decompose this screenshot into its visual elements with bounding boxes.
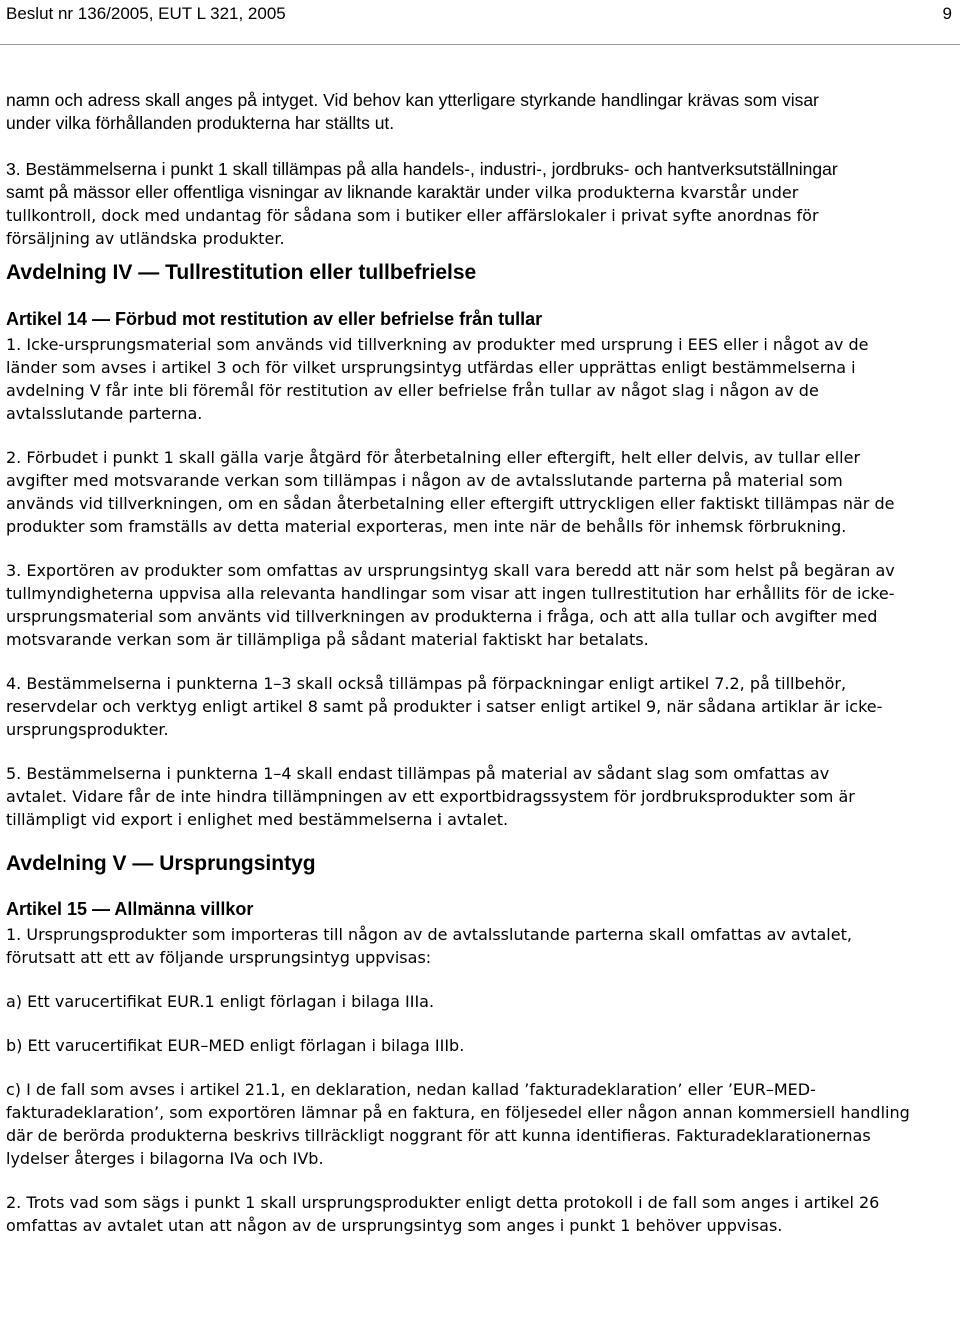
article-15-point-1: 1. Ursprungsprodukter som importeras till någon av de avtalsslutande parterna skall omfattas av avtalet, förutsatt att ett av följande ursprungsintyg uppvisas: xyxy=(6,925,852,967)
header-divider xyxy=(0,44,960,45)
paragraph-article13-point3-part1: 3. Bestämmelserna i punkt 1 skall tillämpas på alla handels-, industri-, jordbruks- och hantverksutställningar samt på mässor eller offentliga visningar av liknande karaktär under xyxy=(6,159,838,202)
section-4-heading: Avdelning IV — Tullrestitution eller tullbefrielse xyxy=(6,261,477,284)
page-header xyxy=(0,0,960,46)
paragraph-article13-point3-part2: vilka produkterna kvarstår under tullkontroll, dock med undantag för sådana som i butiker eller affärslokaler i privat syfte anordnas för försäljning av utländska produkter. xyxy=(6,183,819,248)
article-14-point-4: 4. Bestämmelserna i punkterna 1–3 skall också tillämpas på förpackningar enligt artikel 7.2, på tillbehör, reservdelar och verktyg enligt artikel 8 samt på produkter i satser enligt artikel 9, när sådana artiklar är icke-ursprungsprodukter. xyxy=(6,674,883,739)
article-15-point-c: c) I de fall som avses i artikel 21.1, en deklaration, nedan kallad ’fakturadeklaration’ eller ’EUR–MED-fakturadeklaration’, som exportören lämnar på en faktura, en följesedel eller någon annan kommersiell handling där de berörda produkterna beskrivs tillräckligt noggrant för att kunna identifieras. Fakturadeklarationernas lydelser återges i bilagorna IVa och IVb. xyxy=(6,1080,910,1168)
article-15-point-2: 2. Trots vad som sägs i punkt 1 skall ursprungsprodukter enligt detta protokoll i de fall som anges i artikel 26 omfattas av avtalet utan att någon av de ursprungsintyg som anges i punkt 1 behöver uppvisas. xyxy=(6,1193,880,1235)
header-title: Beslut nr 136/2005, EUT L 321, 2005 xyxy=(6,4,286,23)
article-14-point-1: 1. Icke-ursprungsmaterial som används vid tillverkning av produkter med ursprung i EES eller i något av de länder som avses i artikel 3 och för vilket ursprungsintyg utfärdas eller upprättas enligt bestämmelserna i avdelning V får inte bli föremål för restitution av eller befrielse från tullar av något slag i någon av de avtalsslutande parterna. xyxy=(6,335,869,423)
paragraph-article13-point3 xyxy=(6,158,861,250)
article-14-point-5: 5. Bestämmelserna i punkterna 1–4 skall endast tillämpas på material av sådant slag som omfattas av avtalet. Vidare får de inte hindra tillämpningen av ett exportbidragssystem för jordbruksprodukter som är tillämpligt vid export i enlighet med bestämmelserna i avtalet. xyxy=(6,764,855,829)
section-5-heading: Avdelning V — Ursprungsintyg xyxy=(6,852,316,875)
article-14-point-2: 2. Förbudet i punkt 1 skall gälla varje åtgärd för återbetalning eller eftergift, helt eller delvis, av tullar eller avgifter med motsvarande verkan som tillämpas i någon av de avtalsslutande parterna på material som används vid tillverkningen, om en sådan återbetalning eller eftergift uttryckligen eller faktiskt tillämpas när de produkter som framställs av detta material exporteras, men inte när de behålls för inhemsk förbrukning. xyxy=(6,448,895,536)
document-body xyxy=(6,89,951,1237)
article-15-heading: Artikel 15 — Allmänna villkor xyxy=(6,899,254,919)
paragraph-intyg: namn och adress skall anges på intyget. Vid behov kan ytterligare styrkande handlingar krävas som visar under vilka förhållanden produkterna har ställts ut. xyxy=(6,90,819,133)
article-14-heading: Artikel 14 — Förbud mot restitution av eller befrielse från tullar xyxy=(6,309,543,329)
article-15-point-a: a) Ett varucertifikat EUR.1 enligt förlagan i bilaga IIIa. xyxy=(6,992,435,1011)
article-15-point-b: b) Ett varucertifikat EUR–MED enligt förlagan i bilaga IIIb. xyxy=(6,1036,465,1055)
page-number: 9 xyxy=(942,4,952,23)
article-14-point-3: 3. Exportören av produkter som omfattas av ursprungsintyg skall vara beredd att när som helst på begäran av tullmyndigheterna uppvisa alla relevanta handlingar som visar att ingen tullrestitution har erhållits för de icke-ursprungsmaterial som använts vid tillverkningen av produkterna i fråga, och att alla tullar och avgifter med motsvarande verkan som är tillämpliga på sådant material faktiskt har betalats. xyxy=(6,561,895,649)
